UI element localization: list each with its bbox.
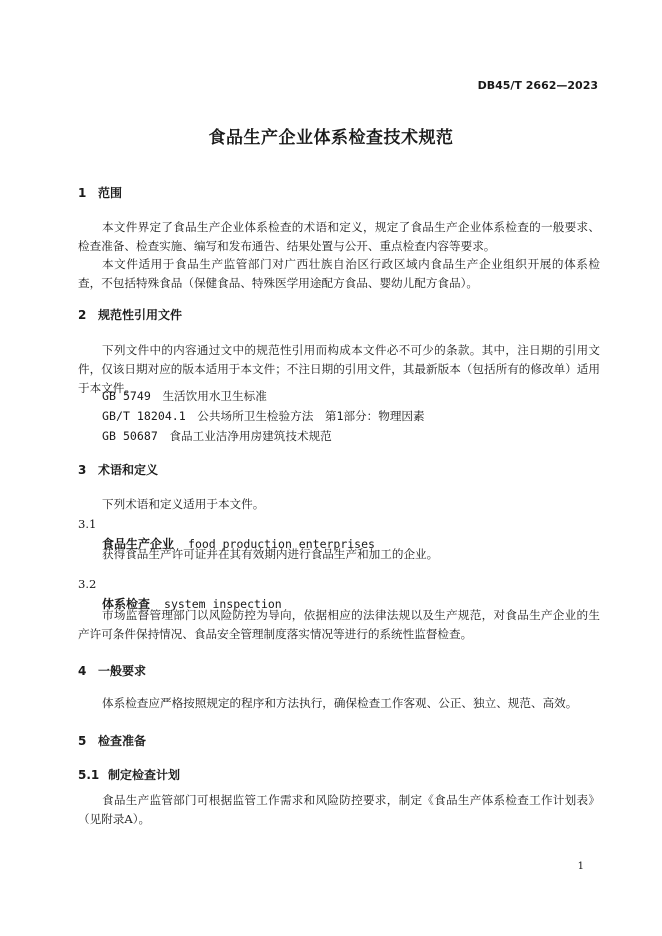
- section-2-heading: [78, 306, 182, 323]
- term-english: system inspection: [164, 597, 282, 611]
- page-number: 1: [577, 861, 584, 872]
- section-number: 2: [78, 308, 87, 322]
- term-english: food production enterprises: [188, 537, 375, 551]
- term-number: 3.2: [78, 577, 97, 591]
- term-definition: 获得食品生产许可证并在其有效期内进行食品生产和加工的企业。: [102, 547, 439, 561]
- term-chinese: 食品生产企业: [102, 537, 175, 551]
- document-title: 食品生产企业体系检查技术规范: [208, 128, 454, 148]
- section-number: 3: [78, 463, 87, 477]
- section-title: 一般要求: [98, 664, 147, 678]
- section-number: 1: [78, 186, 87, 200]
- section-title: 术语和定义: [98, 463, 159, 477]
- document-number: DB45/T 2662—2023: [477, 79, 598, 92]
- reference-item: GB/T 18204.1 公共场所卫生检验方法 第1部分：物理因素: [102, 409, 425, 423]
- subsection-5-1-heading: [78, 766, 180, 783]
- reference-item: GB 50687 食品工业洁净用房建筑技术规范: [102, 429, 332, 443]
- section-title: 范围: [98, 186, 123, 200]
- general-requirements-paragraph: 体系检查应严格按照规定的程序和方法执行，确保检查工作客观、公正、独立、规范、高效。: [102, 696, 578, 710]
- section-3-heading: [78, 461, 158, 478]
- section-1-heading: [78, 184, 122, 201]
- terms-intro: 下列术语和定义适用于本文件。: [102, 497, 265, 511]
- section-number: 4: [78, 664, 87, 678]
- section-title: 检查准备: [98, 734, 147, 748]
- term-definition: 市场监督管理部门以风险防控为导向，依据相应的法律法规以及生产规范，对食品生产企业的生产许可条件保持情况、食品安全管理制度落实情况等进行的系统性监督检查。: [78, 608, 600, 641]
- subsection-title: 制定检查计划: [108, 768, 181, 782]
- section-number: 5: [78, 734, 87, 748]
- section-4-heading: [78, 662, 146, 679]
- term-number: 3.1: [78, 517, 97, 531]
- term-chinese: 体系检查: [102, 597, 151, 611]
- reference-item: GB 5749 生活饮用水卫生标准: [102, 389, 267, 403]
- normative-references-paragraph: 下列文件中的内容通过文中的规范性引用而构成本文件必不可少的条款。其中，注日期的引用文件，仅该日期对应的版本适用于本文件；不注日期的引用文件，其最新版本（包括所有的修改单）适用于本文件。: [78, 343, 600, 395]
- subsection-number: 5.1: [78, 768, 100, 782]
- scope-paragraph-2: 本文件适用于食品生产监管部门对广西壮族自治区行政区域内食品生产企业组织开展的体系检查，不包括特殊食品（保健食品、特殊医学用途配方食品、婴幼儿配方食品）。: [78, 257, 600, 290]
- section-title: 规范性引用文件: [98, 308, 183, 322]
- section-5-heading: [78, 732, 146, 749]
- plan-paragraph: 食品生产监管部门可根据监管工作需求和风险防控要求，制定《食品生产体系检查工作计划表》（见附录A）。: [78, 793, 600, 826]
- scope-paragraph-1: 本文件界定了食品生产企业体系检查的术语和定义，规定了食品生产企业体系检查的一般要求、检查准备、检查实施、编写和发布通告、结果处置与公开、重点检查内容等要求。: [78, 220, 600, 253]
